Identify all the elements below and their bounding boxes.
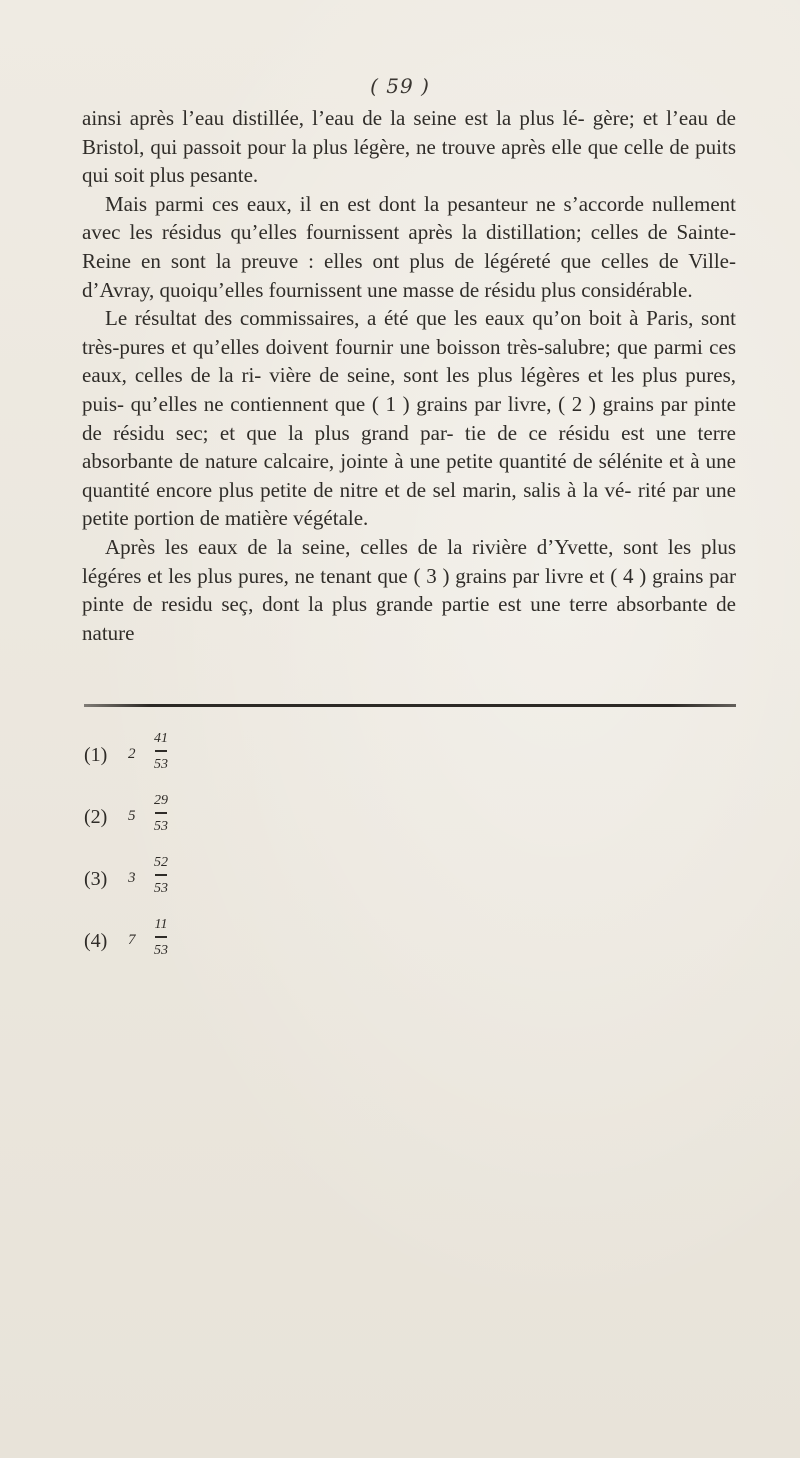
paragraph-4: Après les eaux de la seine, celles de la rivière d’Yvette, sont les plus légéres et les plus pures, ne tenant que ( 3 ) grains par livre et ( 4 ) grains par pinte de residu seç, dont la plus grande partie est une terre absorbante de nature: [82, 534, 736, 645]
footnote-fraction: [148, 792, 174, 835]
footnotes: [84, 730, 284, 978]
footnote-fraction: [148, 916, 174, 959]
fraction-bar: [155, 750, 167, 752]
footnote-marker: (3): [84, 868, 108, 890]
paragraph-1: ainsi après l’eau distillée, l’eau de la seine est la plus lé- gère; et l’eau de Bristol, qui passoit pour la plus légère, ne trouve après elle que celle de puits qui soit plus pesante.: [82, 106, 736, 188]
fraction-denominator: 53: [154, 756, 168, 772]
fraction-bar: [155, 936, 167, 938]
fraction-denominator: 53: [154, 818, 168, 834]
fraction-numerator: 52: [154, 855, 168, 870]
main-text: [82, 104, 736, 647]
footnote-marker: (2): [84, 806, 108, 828]
paragraph-3: Le résultat des commissaires, a été que les eaux qu’on boit à Paris, sont très-pures et qu’elles doivent fournir une boisson très-salubre; que parmi ces eaux, celles de la ri- vière de seine, sont les plus légères et les plus pures, puis- qu’elles ne contiennent que ( 1 ) grains par livre, ( 2 ) grains par pinte de résidu sec; et que la plus grand par- tie de ce résidu est une terre absorbante de nature calcaire, jointe à une petite quantité de sélénite et à une quantité encore plus petite de nitre et de sel marin, salis à la vé- rité par une petite portion de matière végétale.: [82, 306, 736, 531]
fraction-numerator: 11: [154, 917, 168, 932]
footnote-3: [84, 854, 284, 916]
page-number: ( 59 ): [370, 74, 430, 98]
fraction-denominator: 53: [154, 880, 168, 896]
footnote-marker: (4): [84, 930, 108, 952]
fraction-numerator: 41: [154, 731, 168, 746]
fraction-bar: [155, 812, 167, 814]
footnote-whole: 2: [128, 746, 136, 762]
footnote-2: [84, 792, 284, 854]
footnote-whole: 5: [128, 808, 136, 824]
footnote-fraction: [148, 730, 174, 773]
footnote-1: [84, 730, 284, 792]
fraction-bar: [155, 874, 167, 876]
paragraph-2: Mais parmi ces eaux, il en est dont la pesanteur ne s’accorde nullement avec les résidus qu’elles fournissent après la distillation; celles de Sainte-Reine en sont la preuve : elles ont plus de légéreté que celles de Ville- d’Avray, quoiqu’elles fournissent une masse de résidu plus considérable.: [82, 191, 736, 302]
fraction-numerator: 29: [154, 793, 168, 808]
footnote-marker: (1): [84, 744, 108, 766]
footnote-whole: 7: [128, 932, 136, 948]
fraction-denominator: 53: [154, 942, 168, 958]
footnote-whole: 3: [128, 870, 136, 886]
footnote-fraction: [148, 854, 174, 897]
footnote-4: [84, 916, 284, 978]
footnote-divider: [84, 704, 736, 707]
